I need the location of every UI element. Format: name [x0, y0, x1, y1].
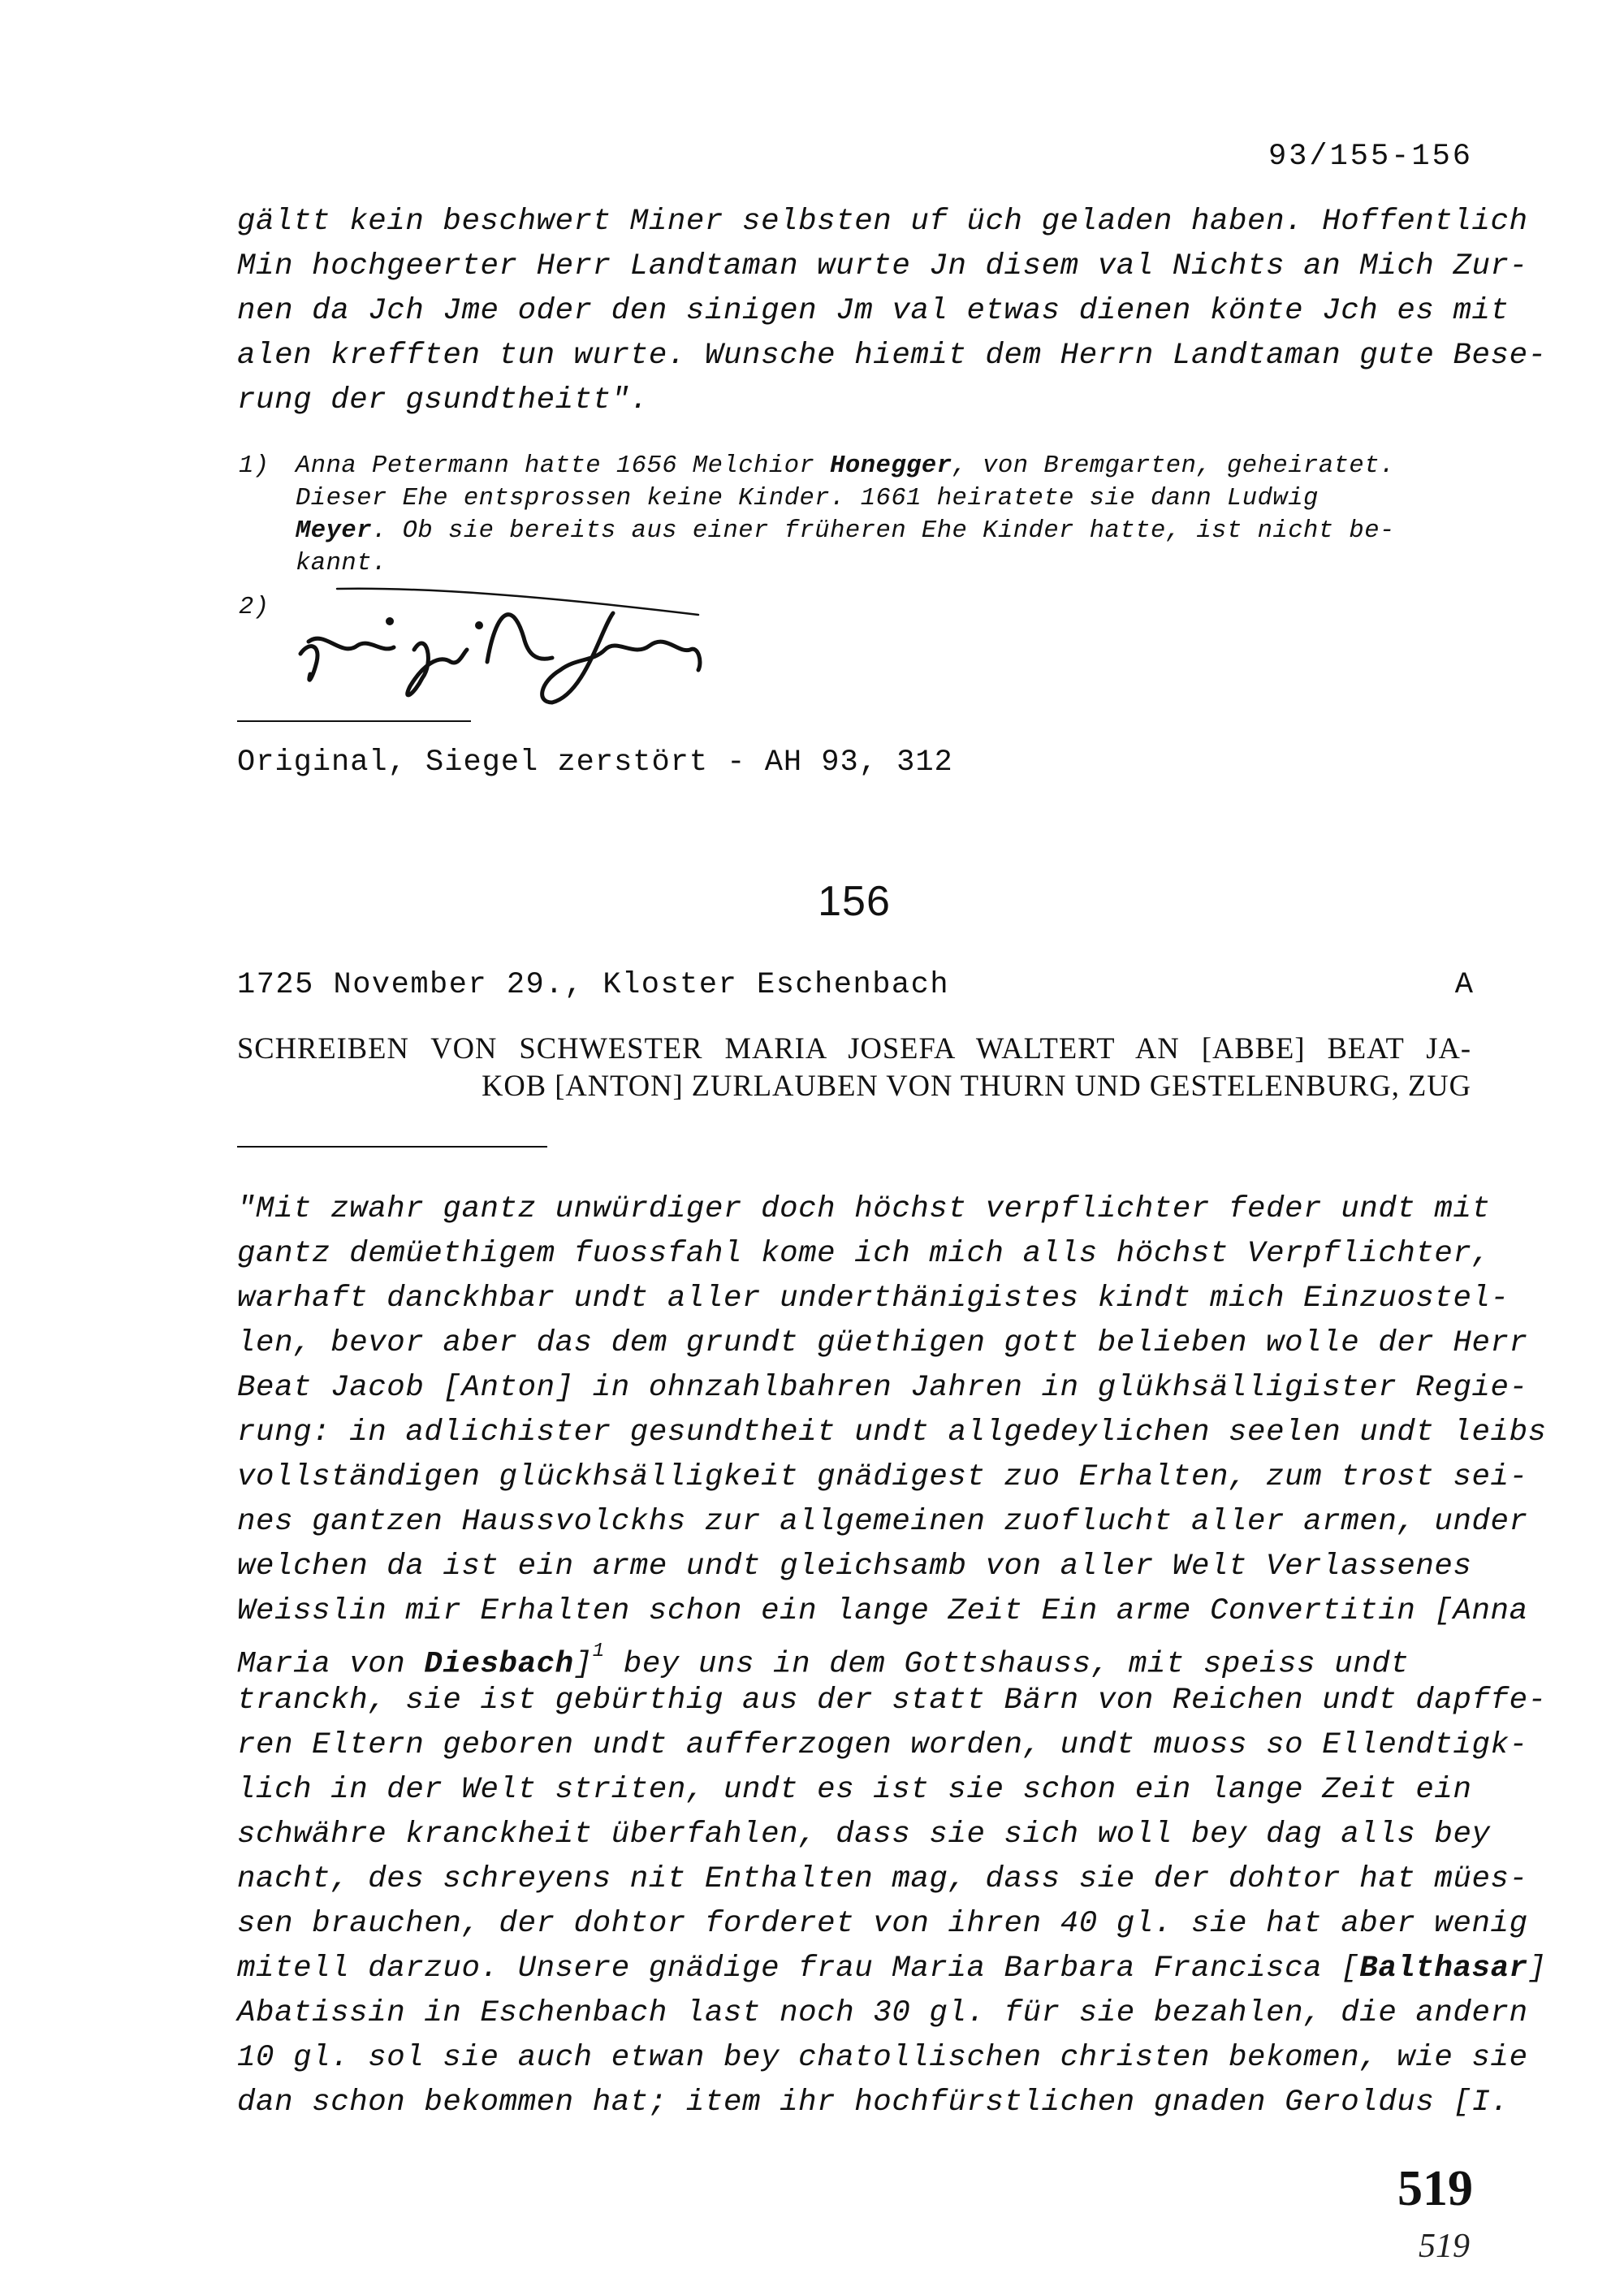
footnote-text: Anna Petermann hatte 1656 Melchior Honegger, von Bremgarten, geheiratet. [296, 452, 1395, 480]
text-line: sen brauchen, der dohtor forderet von ihren 40 gl. sie hat aber wenig [237, 1907, 1528, 1941]
separator-rule [237, 720, 471, 722]
text-line: Maria von Diesbach]$^1$ bey uns in dem Gottshauss, mit speiss undt [237, 1640, 1410, 1682]
separator-rule [237, 1146, 547, 1148]
text-line: 10 gl. sol sie auch etwan bey chatollischen christen bekomen, wie sie [237, 2041, 1528, 2075]
text-line: ren Eltern geboren undt aufferzogen worden, undt muoss so Ellendtigk- [237, 1728, 1528, 1762]
text-line: Weisslin mir Erhalten schon ein lange Zeit Ein arme Convertitin [Anna [237, 1594, 1528, 1628]
text-line: lich in der Welt striten, undt es ist sie schon ein lange Zeit ein [237, 1773, 1472, 1807]
handwritten-signature [292, 581, 715, 719]
text-line: Min hochgeerter Herr Landtaman wurte Jn disem val Nichts an Mich Zur- [237, 249, 1528, 283]
title-line: SCHREIBEN VON SCHWESTER MARIA JOSEFA WALTERT AN [ABBE] BEAT JA- [237, 1031, 1471, 1065]
footnote-number: 2) [239, 594, 270, 621]
text-line: nen da Jch Jme oder den sinigen Jm val etwas dienen könte Jch es mit [237, 294, 1510, 328]
title-line: KOB [ANTON] ZURLAUBEN VON THURN UND GESTELENBURG, ZUG [482, 1069, 1471, 1102]
source-note: Original, Siegel zerstört - AH 93, 312 [237, 746, 953, 780]
text-line: gantz demüethigem fuossfahl kome ich mich alls höchst Verpflichter, [237, 1237, 1491, 1271]
text-line: rung: in adlichister gesundtheit undt allgedeylichen seelen undt leibs [237, 1416, 1547, 1450]
page-number-stamp: 519 [1397, 2161, 1473, 2216]
letter-body [237, 1187, 1547, 2125]
text-line: dan schon bekommen hat; item ihr hochfürstlichen gnaden Geroldus [I. [237, 2086, 1510, 2120]
document-title [237, 1030, 1471, 1104]
text-line: len, bevor aber das dem grundt güethigen gott belieben wolle der Herr [237, 1326, 1528, 1360]
letter-continuation [237, 200, 1547, 423]
text-line: tranckh, sie ist gebürthig aus der statt Bärn von Reichen undt dapffe- [237, 1684, 1547, 1718]
text-line: gältt kein beschwert Miner selbsten uf üch geladen haben. Hoffentlich [237, 205, 1528, 239]
footnote-number: 1) [239, 452, 270, 480]
text-line: nes gantzen Haussvolckhs zur allgemeinen zuoflucht aller armen, under [237, 1505, 1528, 1539]
text-line: welchen da ist ein arme undt gleichsamb von aller Welt Verlassenes [237, 1550, 1472, 1584]
text-line: nacht, des schreyens nit Enthalten mag, dass sie der dohtor hat mües- [237, 1862, 1528, 1896]
text-line: mitell darzuo. Unsere gnädige frau Maria Barbara Francisca [Balthasar] [237, 1952, 1547, 1986]
footnote-ref: 1 [592, 1640, 605, 1662]
text-line: Abatissin in Eschenbach last noch 30 gl. für sie bezahlen, die andern [237, 1996, 1528, 2030]
text-line: Beat Jacob [Anton] in ohnzahlbahren Jahren in glükhsälligister Regie- [237, 1371, 1528, 1405]
page-number-handwritten: 519 [1419, 2228, 1470, 2265]
document-category: A [1454, 968, 1473, 1002]
document-number: 156 [818, 878, 891, 925]
document-date-place: 1725 November 29., Kloster Eschenbach [237, 968, 950, 1002]
text-line: "Mit zwahr gantz unwürdiger doch höchst verpflichter feder undt mit [237, 1192, 1491, 1226]
text-line: rung der gsundtheitt". [237, 383, 649, 417]
text-line: vollständigen glückhsälligkeit gnädigest zuo Erhalten, zum trost sei- [237, 1460, 1528, 1494]
text-line: alen krefften tun wurte. Wunsche hiemit dem Herrn Landtaman gute Bese- [237, 339, 1547, 373]
archive-reference: 93/155-156 [1268, 140, 1473, 174]
text-line: warhaft danckhbar undt aller underthänigistes kindt mich Einzuostel- [237, 1282, 1510, 1316]
text-line: schwähre kranckheit überfahlen, dass sie sich woll bey dag alls bey [237, 1818, 1491, 1852]
